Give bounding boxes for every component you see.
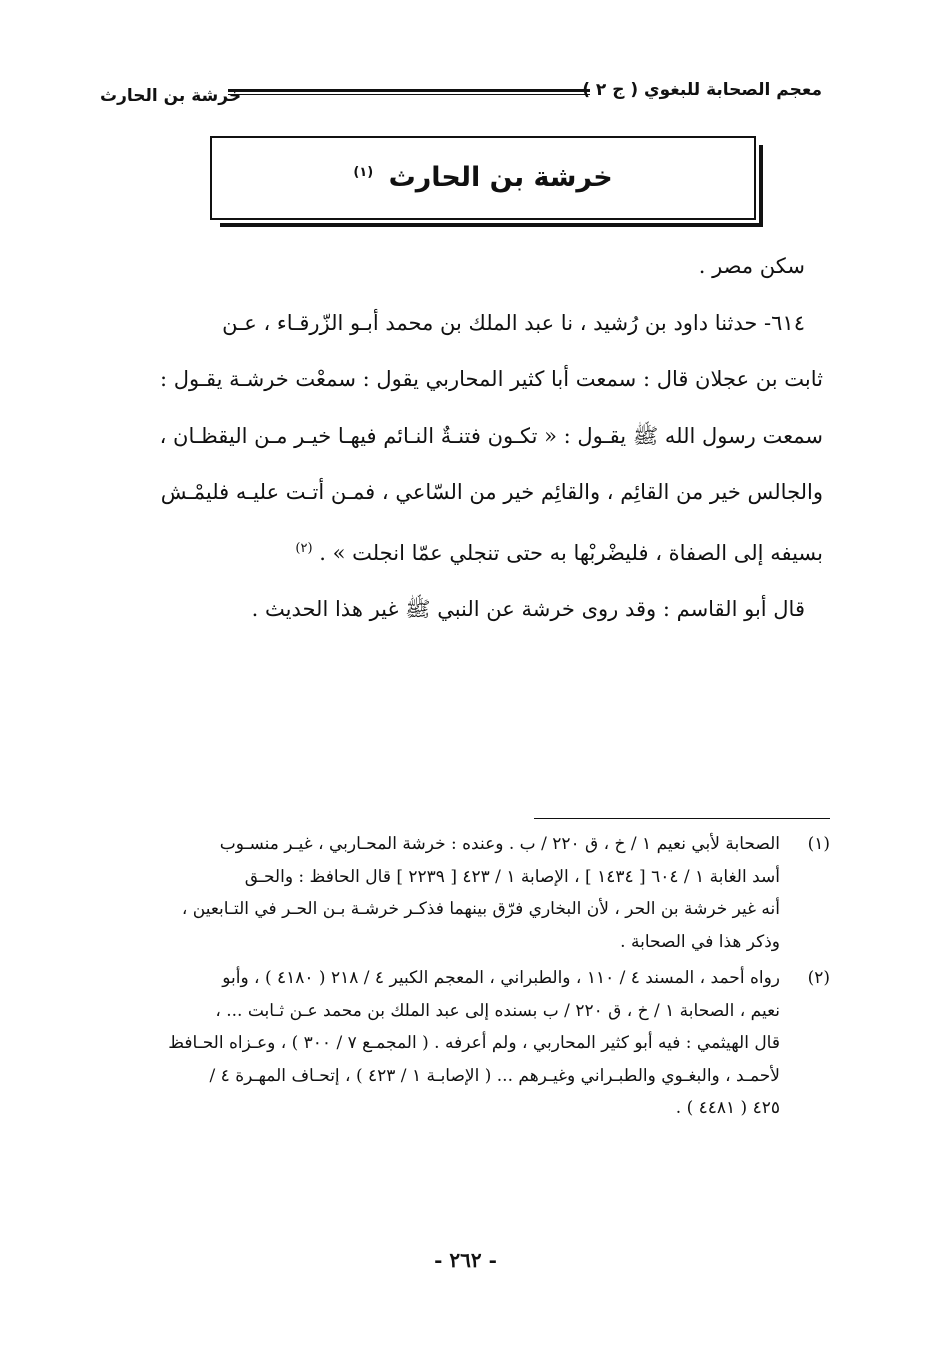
- header-rule: [228, 89, 590, 95]
- hadith-last-line: [105, 521, 823, 582]
- footnote-2: [105, 962, 830, 1125]
- header-entry-name: خرشة بن الحارث: [100, 86, 242, 106]
- hadith-last-line-text: بسيفه إلى الصفاة ، فليضْربْها به حتى تنجلي عمّا انجلت » .: [319, 540, 823, 565]
- body-text: [105, 238, 823, 638]
- page-number: - ٢٦٢ -: [434, 1248, 497, 1272]
- hadith-line: ثابت بن عجلان قال : سمعت أبا كثير المحاربي يقول : سمعْت خرشـة يقـول :: [160, 367, 823, 391]
- hadith-line: سمعت رسول الله ﷺ يقـول : « تكـون فتنـةٌ النـائم فيهـا خيـر مـن اليقظـان ،: [159, 423, 823, 448]
- entry-title-box: [210, 136, 756, 220]
- footnote-line: الصحابة لأبي نعيم ١ / خ ، ق ٢٢٠ / ب . وعنده : خرشة المحـاربي ، غيـر منسـوب: [219, 834, 780, 854]
- book-title: معجم الصحابة للبغوي ( ج ٢ ): [582, 80, 822, 100]
- footnote-1: [105, 828, 830, 958]
- footnotes: [105, 828, 830, 1129]
- entry-title: [212, 162, 754, 193]
- hadith-line: والجالس خير من القائِم ، والقائِم خير من السّاعي ، فمـن أتـت عليـه فليمْـش: [160, 480, 823, 504]
- entry-title-text: خرشة بن الحارث: [388, 162, 613, 193]
- entry-title-footnote-ref: (١): [353, 165, 374, 180]
- footnote-line: وذكر هذا في الصحابة .: [620, 931, 780, 952]
- hadith-footnote-ref: (٢): [295, 540, 313, 556]
- footnote-line: أنه غير خرشة بن الحر ، لأن البخاري فرّق بينهما فذكـر خرشـة بـن الحـر في التـابعين ،: [181, 899, 780, 919]
- footnote-line: نعيم ، الصحابة ١ / خ ، ق ٢٢٠ / ب بسنده إلى عبد الملك بن محمد عـن ثـابت ... ،: [215, 1000, 780, 1021]
- footnote-number: (١): [807, 834, 830, 854]
- running-header: [100, 80, 822, 110]
- hadith-line: ٦١٤- حدثنا داود بن رُشيد ، نا عبد الملك بن محمد أبـو الزّرقـاء ، عـن: [222, 310, 805, 335]
- footnote-number: (٢): [807, 968, 830, 988]
- footnote-separator: [534, 818, 830, 819]
- footnote-line: ٤٢٥ ( ٤٤٨١ ) .: [675, 1098, 780, 1118]
- footnote-line: أسد الغابة ١ / ٦٠٤ [ ١٤٣٤ ] ، الإصابة ١ / ٤٢٣ [ ٢٢٣٩ ] قال الحافظ : والحـق: [244, 866, 780, 887]
- footnote-line: رواه أحمد ، المسند ٤ / ١١٠ ، والطبراني ، المعجم الكبير ٤ / ٢١٨ ( ٤١٨٠ ) ، وأبو: [222, 968, 780, 988]
- footnote-line: لأحمـد ، والبغـوي والطبـراني وغيـرهم ... ( الإصابـة ١ / ٤٢٣ ) ، إتحـاف المهـرة ٤ /: [209, 1065, 780, 1086]
- closing-line: قال أبو القاسم : وقد روى خرشة عن النبي ﷺ غير هذا الحديث .: [251, 597, 805, 621]
- residence-line: سكن مصر .: [698, 254, 805, 278]
- footnote-line: قال الهيثمي : فيه أبو كثير المحاربي ، ولم أعرفه . ( المجمـع ٧ / ٣٠٠ ) ، وعـزاه الحـافظ: [168, 1033, 780, 1053]
